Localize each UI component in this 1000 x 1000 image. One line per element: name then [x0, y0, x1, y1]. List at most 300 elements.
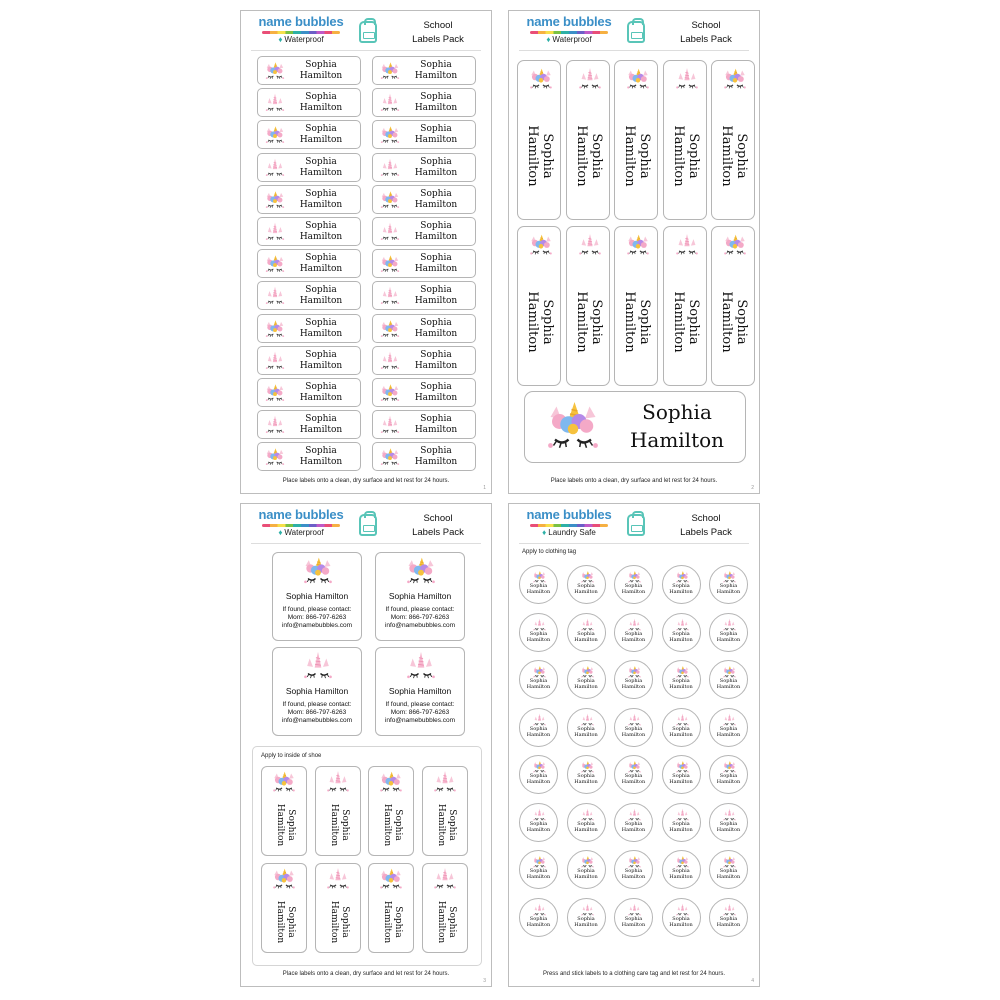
vertical-text — [570, 261, 608, 383]
label-last-name: Hamilton — [526, 826, 551, 833]
circle-label — [519, 708, 558, 747]
unicorn-pink-horn-icon — [627, 713, 642, 727]
label-first-name: Sophia — [642, 400, 712, 424]
vertical-text — [667, 261, 705, 383]
label-last-name: Hamilton — [275, 900, 285, 944]
unicorn-pink-horn-icon — [722, 808, 737, 822]
label-last-name: Hamilton — [414, 264, 458, 275]
label-last-name: Hamilton — [716, 684, 741, 690]
label-name — [710, 678, 747, 690]
label-name — [622, 291, 652, 352]
label-first-name: Sophia — [420, 156, 452, 167]
label-first-name: Sophia — [420, 124, 452, 135]
label-last-name: Hamilton — [621, 826, 646, 833]
drop-icon: ♦ — [278, 35, 283, 44]
bubble-dots — [262, 524, 340, 527]
label-first-name: Sophia — [305, 414, 337, 425]
label-last-name: Hamilton — [716, 874, 741, 880]
label-name — [615, 916, 652, 928]
sheet-page-4 — [508, 503, 760, 987]
unicorn-flower-icon — [675, 760, 690, 774]
label-name — [615, 726, 652, 738]
unicorn-flower-icon — [675, 855, 690, 869]
label-first-name: Sophia — [624, 678, 643, 684]
label-first-name: Sophia — [393, 809, 403, 841]
label-first-name: Sophia — [305, 60, 337, 70]
label-name — [622, 125, 652, 186]
label-last-name: Hamilton — [719, 125, 734, 187]
contact-email: info@namebubbles.com — [384, 622, 456, 629]
name-label — [372, 378, 476, 407]
contact-phone: Mom: 866-797-6263 — [287, 709, 347, 716]
vertical-name-label — [663, 226, 707, 386]
unicorn-pink-horn-icon — [674, 233, 700, 257]
label-first-name: Sophia — [420, 60, 452, 70]
label-first-name: Sophia — [540, 299, 555, 345]
label-first-name: Sophia — [305, 253, 337, 264]
shoe-label — [368, 863, 414, 953]
contact-line: If found, please contact: — [282, 701, 352, 708]
label-last-name: Hamilton — [382, 900, 392, 944]
label-first-name: Sophia — [305, 124, 337, 135]
label-last-name: Hamilton — [299, 232, 343, 242]
label-last-name: Hamilton — [669, 921, 693, 928]
label-first-name: Sophia — [393, 906, 403, 938]
label-name — [710, 821, 747, 833]
label-first-name: Sophia — [672, 630, 690, 637]
unicorn-flower-icon — [264, 61, 286, 81]
vertical-text — [425, 892, 467, 952]
circle-label — [519, 565, 558, 604]
label-last-name: Hamilton — [299, 328, 343, 339]
label-last-name: Hamilton — [716, 636, 741, 643]
vertical-text — [264, 795, 306, 855]
footer-instructions: Press and stick labels to a clothing care tag and let rest for 24 hours. — [542, 971, 726, 977]
vertical-text — [570, 95, 608, 217]
unicorn-flower-icon — [625, 233, 651, 257]
unicorn-pink-horn-icon — [532, 713, 547, 727]
unicorn-flower-icon — [528, 233, 554, 257]
label-first-name: Sophia — [577, 868, 595, 874]
shoe-label — [261, 863, 307, 953]
label-first-name: Sophia — [577, 630, 595, 637]
label-first-name: Sophia — [305, 446, 337, 457]
unicorn-pink-horn-icon — [580, 903, 595, 917]
unicorn-pink-horn-icon — [532, 808, 547, 822]
label-first-name: Sophia — [529, 630, 548, 637]
vertical-name-label — [614, 60, 658, 220]
label-first-name: Sophia — [529, 915, 548, 922]
unicorn-flower-icon — [264, 319, 286, 339]
label-name — [284, 446, 358, 468]
unicorn-flower-icon — [722, 233, 748, 257]
unicorn-flower-icon — [379, 61, 401, 81]
label-last-name: Hamilton — [382, 803, 392, 847]
name-label — [257, 56, 361, 85]
vertical-name-label — [711, 60, 755, 220]
label-last-name: Hamilton — [414, 328, 458, 339]
shoe-label — [315, 863, 361, 953]
label-name — [284, 318, 358, 340]
circle-label — [519, 755, 558, 794]
circle-label — [709, 660, 748, 699]
unicorn-flower-icon — [271, 867, 297, 891]
unicorn-flower-icon — [264, 125, 286, 145]
unicorn-flower-icon — [379, 383, 401, 403]
circle-label — [662, 660, 701, 699]
label-first-name: Sophia — [588, 299, 604, 345]
vertical-text — [618, 95, 656, 217]
label-name — [710, 916, 747, 928]
name-label — [257, 153, 361, 182]
label-last-name: Hamilton — [574, 589, 598, 595]
label-name — [615, 821, 652, 833]
label-name — [663, 678, 700, 690]
label-last-name: Hamilton — [670, 291, 686, 353]
contact-email: info@namebubbles.com — [384, 717, 456, 724]
label-last-name: Hamilton — [328, 900, 339, 944]
label-last-name: Hamilton — [574, 684, 598, 690]
circle-label — [567, 613, 606, 652]
label-first-name: Sophia — [672, 820, 690, 827]
contact-line: If found, please contact: — [282, 606, 352, 613]
label-last-name: Hamilton — [669, 874, 693, 880]
label-name — [399, 60, 473, 82]
circle-label — [567, 803, 606, 842]
divider — [251, 50, 481, 51]
vertical-text — [667, 95, 705, 217]
unicorn-flower-icon — [543, 398, 603, 454]
unicorn-pink-horn-icon — [264, 222, 286, 242]
label-first-name: Sophia — [719, 773, 738, 779]
label-name — [719, 125, 749, 186]
label-name — [574, 125, 604, 186]
label-first-name: Sophia — [339, 906, 350, 938]
unicorn-flower-icon — [675, 665, 690, 679]
label-first-name: Sophia — [719, 868, 738, 874]
label-last-name: Hamilton — [526, 589, 551, 595]
unicorn-pink-horn-icon — [580, 618, 595, 632]
unicorn-pink-horn-icon — [722, 713, 737, 727]
footer-instructions: Place labels onto a clean, dry surface and let rest for 24 hours. — [550, 478, 718, 484]
label-first-name: Sophia — [305, 188, 337, 199]
vertical-name-label — [517, 60, 561, 220]
label-first-name: Sophia — [420, 414, 452, 425]
backpack-icon — [359, 21, 377, 43]
label-name — [284, 253, 358, 275]
label-name — [399, 382, 473, 404]
label-name — [328, 804, 350, 846]
unicorn-pink-horn-icon — [674, 67, 700, 91]
label-full-name: Sophia Hamilton — [285, 686, 349, 696]
unicorn-flower-icon — [379, 447, 401, 467]
circle-label — [709, 803, 748, 842]
label-first-name: Sophia — [637, 299, 652, 345]
label-last-name: Hamilton — [622, 291, 637, 353]
label-last-name: Hamilton — [435, 803, 446, 847]
vertical-name-label — [566, 226, 610, 386]
label-name — [663, 631, 700, 643]
label-name — [525, 125, 555, 186]
label-last-name: Hamilton — [275, 803, 285, 847]
page-number: 1 — [483, 485, 486, 491]
vertical-text — [521, 95, 559, 217]
label-name — [520, 773, 557, 785]
name-label — [372, 346, 476, 375]
shoe-label — [368, 766, 414, 856]
unicorn-pink-horn-icon — [577, 233, 603, 257]
label-last-name: Hamilton — [621, 874, 646, 880]
label-first-name: Sophia — [420, 382, 452, 392]
label-last-name: Hamilton — [414, 457, 458, 468]
contact-info — [273, 606, 361, 630]
label-first-name: Sophia — [685, 299, 701, 345]
circle-label — [614, 613, 653, 652]
label-last-name: Hamilton — [670, 125, 686, 187]
unicorn-flower-icon — [627, 570, 642, 584]
contact-line: If found, please contact: — [385, 606, 455, 613]
unicorn-pink-horn-icon — [379, 158, 401, 178]
label-name — [520, 726, 557, 738]
page-number: 3 — [483, 978, 486, 984]
unicorn-flower-icon — [627, 760, 642, 774]
unicorn-flower-icon — [625, 67, 651, 91]
vertical-name-label — [663, 60, 707, 220]
name-label — [257, 442, 361, 471]
circle-label — [662, 803, 701, 842]
name-label — [372, 314, 476, 343]
section-heading: Apply to clothing tag — [522, 549, 577, 555]
label-last-name: Hamilton — [299, 296, 343, 307]
vertical-name-label — [614, 226, 658, 386]
label-last-name: Hamilton — [299, 199, 343, 210]
label-name — [381, 804, 403, 846]
unicorn-pink-horn-icon — [577, 67, 603, 91]
label-first-name: Sophia — [305, 221, 337, 231]
label-name — [435, 901, 457, 943]
vertical-text — [425, 795, 467, 855]
label-first-name: Sophia — [305, 349, 337, 360]
vertical-text — [521, 261, 559, 383]
unicorn-flower-icon — [378, 770, 404, 794]
brand-logo — [525, 508, 613, 538]
vertical-text — [318, 795, 360, 855]
backpack-icon — [627, 21, 645, 43]
circle-label — [519, 850, 558, 889]
divider — [519, 50, 749, 51]
backpack-icon — [627, 514, 645, 536]
bubble-dots — [530, 524, 608, 527]
unicorn-flower-icon — [722, 665, 737, 679]
label-last-name: Hamilton — [621, 636, 646, 643]
label-name — [381, 901, 403, 943]
unicorn-pink-horn-icon — [532, 618, 547, 632]
label-last-name: Hamilton — [526, 684, 551, 690]
circle-label — [662, 898, 701, 937]
contact-email: info@namebubbles.com — [281, 622, 353, 629]
contact-phone: Mom: 866-797-6263 — [390, 709, 450, 716]
contact-info — [376, 606, 464, 630]
label-name — [399, 285, 473, 307]
label-name — [525, 291, 555, 352]
vertical-text — [618, 261, 656, 383]
label-name — [284, 189, 358, 211]
unicorn-pink-horn-icon — [675, 713, 690, 727]
label-first-name: Sophia — [672, 678, 690, 684]
label-last-name: Hamilton — [299, 393, 343, 403]
label-name — [284, 221, 358, 243]
label-name — [568, 868, 605, 880]
label-name — [520, 868, 557, 880]
label-last-name: Hamilton — [621, 589, 646, 595]
circle-label — [662, 850, 701, 889]
label-last-name: Hamilton — [574, 731, 598, 738]
unicorn-pink-horn-icon — [627, 618, 642, 632]
label-name — [399, 221, 473, 243]
label-name — [284, 60, 358, 82]
label-last-name: Hamilton — [525, 125, 540, 187]
vertical-name-label — [517, 226, 561, 386]
divider — [251, 543, 481, 544]
unicorn-flower-icon — [580, 760, 595, 774]
label-last-name: Hamilton — [299, 167, 343, 178]
circle-label — [614, 850, 653, 889]
label-first-name: Sophia — [624, 915, 643, 922]
label-name — [520, 583, 557, 595]
name-label — [372, 120, 476, 149]
label-name — [520, 678, 557, 690]
label-first-name: Sophia — [719, 915, 738, 922]
label-name — [615, 868, 652, 880]
unicorn-flower-icon — [532, 855, 547, 869]
label-name — [671, 291, 701, 352]
label-last-name: Hamilton — [526, 874, 551, 880]
unicorn-pink-horn-icon — [379, 351, 401, 371]
sheet-page-1 — [240, 10, 492, 494]
shoe-label — [315, 766, 361, 856]
label-last-name: Hamilton — [621, 731, 646, 738]
name-label — [372, 410, 476, 439]
label-last-name: Hamilton — [414, 296, 458, 307]
label-name — [663, 726, 700, 738]
label-first-name: Sophia — [286, 906, 296, 938]
label-name — [574, 291, 604, 352]
contact-line: If found, please contact: — [385, 701, 455, 708]
label-full-name: Sophia Hamilton — [388, 591, 452, 601]
label-name — [399, 189, 473, 211]
brand-logo — [257, 508, 345, 538]
label-name — [284, 92, 358, 114]
label-name — [710, 868, 747, 880]
label-name — [284, 382, 358, 404]
unicorn-pink-horn-icon — [675, 618, 690, 632]
label-name — [520, 821, 557, 833]
name-label — [372, 442, 476, 471]
brand-name: name bubbles — [526, 507, 612, 522]
name-label — [372, 56, 476, 85]
label-name — [568, 916, 605, 928]
shoe-label — [422, 766, 468, 856]
label-first-name: Sophia — [305, 285, 337, 296]
circle-label — [567, 898, 606, 937]
brand-logo — [525, 15, 613, 45]
large-name-label — [524, 391, 746, 463]
label-first-name: Sophia — [672, 868, 690, 874]
label-first-name: Sophia — [305, 92, 337, 103]
label-last-name: Hamilton — [414, 199, 458, 210]
unicorn-flower-icon — [722, 67, 748, 91]
name-label — [257, 120, 361, 149]
label-first-name: Sophia — [577, 820, 595, 827]
label-first-name: Sophia — [637, 133, 652, 179]
label-first-name: Sophia — [420, 188, 452, 199]
name-label — [257, 281, 361, 310]
circle-label — [614, 660, 653, 699]
unicorn-pink-horn-icon — [299, 651, 337, 681]
vertical-text — [318, 892, 360, 952]
circle-label — [709, 565, 748, 604]
label-last-name: Hamilton — [574, 874, 598, 880]
label-first-name: Sophia — [672, 583, 690, 589]
label-name — [274, 804, 296, 846]
badge-text: Waterproof — [284, 35, 324, 44]
sheet-page-3 — [240, 503, 492, 987]
label-last-name: Hamilton — [716, 731, 741, 738]
unicorn-flower-icon — [532, 665, 547, 679]
label-last-name: Hamilton — [299, 425, 343, 436]
label-first-name: Sophia — [420, 349, 452, 360]
unicorn-flower-icon — [532, 570, 547, 584]
label-first-name: Sophia — [719, 725, 738, 732]
label-name — [710, 726, 747, 738]
label-first-name: Sophia — [540, 133, 555, 179]
label-first-name: Sophia — [719, 583, 738, 589]
drop-icon: ♦ — [546, 35, 551, 44]
label-name — [663, 773, 700, 785]
name-label — [372, 217, 476, 246]
circle-label — [614, 565, 653, 604]
brand-name: name bubbles — [526, 14, 612, 29]
label-name — [710, 631, 747, 643]
unicorn-flower-icon — [264, 254, 286, 274]
label-last-name: Hamilton — [328, 803, 339, 847]
unicorn-pink-horn-icon — [325, 770, 351, 794]
unicorn-flower-icon — [528, 67, 554, 91]
name-label — [257, 88, 361, 117]
circle-label — [662, 613, 701, 652]
label-first-name: Sophia — [529, 820, 548, 827]
drop-icon: ♦ — [278, 528, 283, 537]
vertical-text — [715, 261, 753, 383]
section-heading: Apply to inside of shoe — [261, 753, 322, 759]
label-last-name: Hamilton — [299, 360, 343, 371]
name-label — [372, 153, 476, 182]
label-last-name: Hamilton — [526, 779, 551, 785]
unicorn-flower-icon — [580, 570, 595, 584]
circle-label — [567, 850, 606, 889]
label-last-name: Hamilton — [669, 731, 693, 738]
name-label — [257, 314, 361, 343]
circle-label — [662, 708, 701, 747]
label-first-name: Sophia — [719, 678, 738, 684]
label-name — [671, 125, 701, 186]
label-name — [399, 253, 473, 275]
unicorn-pink-horn-icon — [532, 903, 547, 917]
label-last-name: Hamilton — [716, 826, 741, 833]
unicorn-pink-horn-icon — [264, 93, 286, 113]
label-name — [568, 726, 605, 738]
label-last-name: Hamilton — [719, 291, 734, 353]
